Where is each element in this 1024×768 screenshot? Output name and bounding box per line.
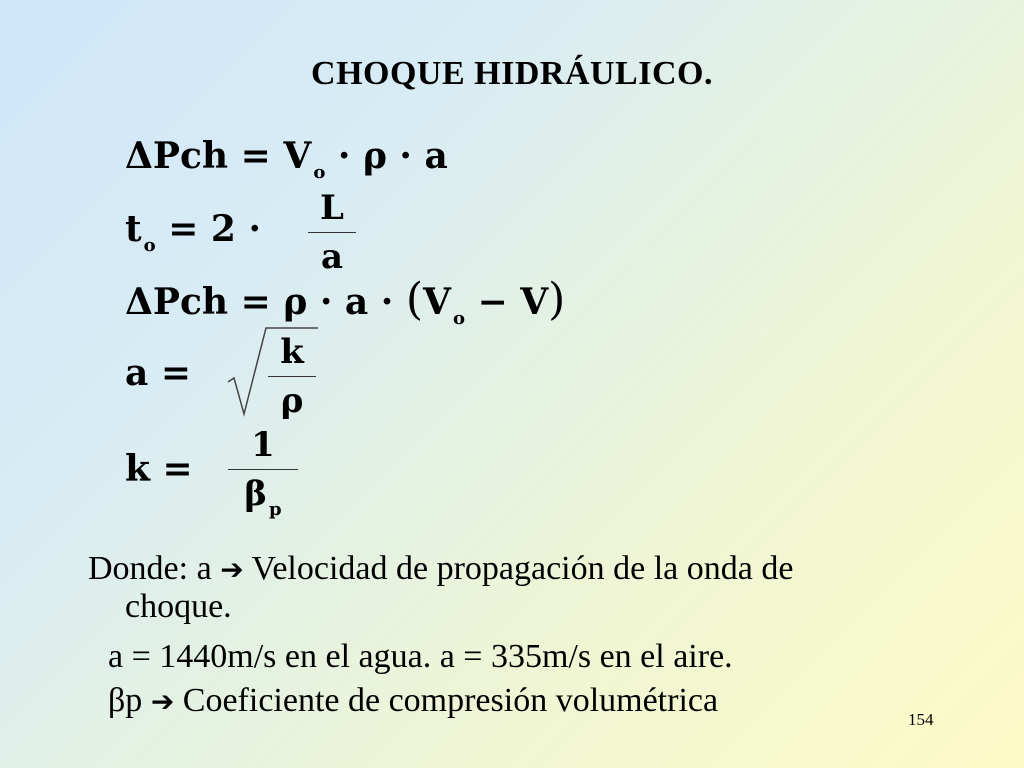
eq5-beta: β	[244, 474, 267, 514]
eq1-v-sub: o	[313, 162, 326, 183]
equation-5	[125, 448, 193, 490]
eq1-lhs: ΔPch	[125, 135, 229, 177]
eq1-v: V	[283, 135, 312, 177]
speed-values-line: a = 1440m/s en el agua. a = 335m/s en el aire.	[108, 638, 733, 675]
eq4-fraction-bar	[268, 376, 316, 377]
eq2-numerator: L	[320, 188, 344, 228]
definition-beta-text: Coeficiente de compresión volumétrica	[182, 682, 719, 719]
page-number: 154	[908, 710, 934, 729]
equation-1	[125, 135, 448, 183]
arrow-right-icon: ➔	[220, 553, 244, 586]
eq5-fraction	[228, 425, 298, 520]
eq3-v: V	[423, 281, 451, 323]
eq1-rest: · ρ · a	[337, 135, 448, 177]
arrow-right-icon-2: ➔	[150, 685, 175, 718]
eq4-numerator: k	[280, 332, 304, 372]
equation-3	[125, 274, 566, 329]
eq5-fraction-bar	[228, 469, 298, 470]
definition-line-4	[108, 682, 718, 720]
eq2-denominator: a	[320, 237, 344, 277]
eq5-numerator: 1	[251, 425, 275, 465]
eq1-equals: =	[240, 135, 271, 177]
eq4-denominator: ρ	[280, 381, 304, 421]
eq2-equals: = 2 ·	[168, 208, 262, 250]
definition-line-1	[88, 550, 793, 588]
eq5-denominator	[228, 474, 298, 520]
eq2-lhs: t	[125, 208, 142, 250]
eq2-fraction	[308, 188, 356, 277]
definition-line-2: choque.	[125, 588, 232, 625]
eq3-lhs: ΔPch	[125, 281, 229, 323]
definition-a-text: Velocidad de propagación de la onda de	[251, 550, 794, 587]
definition-beta-term: βp	[108, 682, 143, 719]
eq3-minus: − V	[477, 281, 549, 323]
slide-title: CHOQUE HIDRÁULICO.	[311, 55, 713, 92]
equation-2	[125, 208, 262, 256]
eq2-lhs-sub: o	[143, 235, 156, 256]
equation-4	[125, 352, 191, 394]
eq3-v-sub: o	[452, 308, 465, 329]
eq2-fraction-bar	[308, 232, 356, 233]
eq4-lhs: a	[125, 352, 149, 394]
definition-a-term: Donde: a	[88, 550, 212, 587]
eq5-equals: =	[162, 448, 193, 490]
eq5-lhs: k	[125, 448, 150, 490]
eq3-equals: = ρ · a ·	[240, 281, 394, 323]
eq3-open-paren: (	[405, 274, 424, 325]
eq5-den-sub: p	[268, 499, 282, 520]
eq3-close-paren: )	[548, 274, 566, 325]
eq4-fraction	[268, 332, 316, 421]
eq4-equals: =	[160, 352, 192, 394]
